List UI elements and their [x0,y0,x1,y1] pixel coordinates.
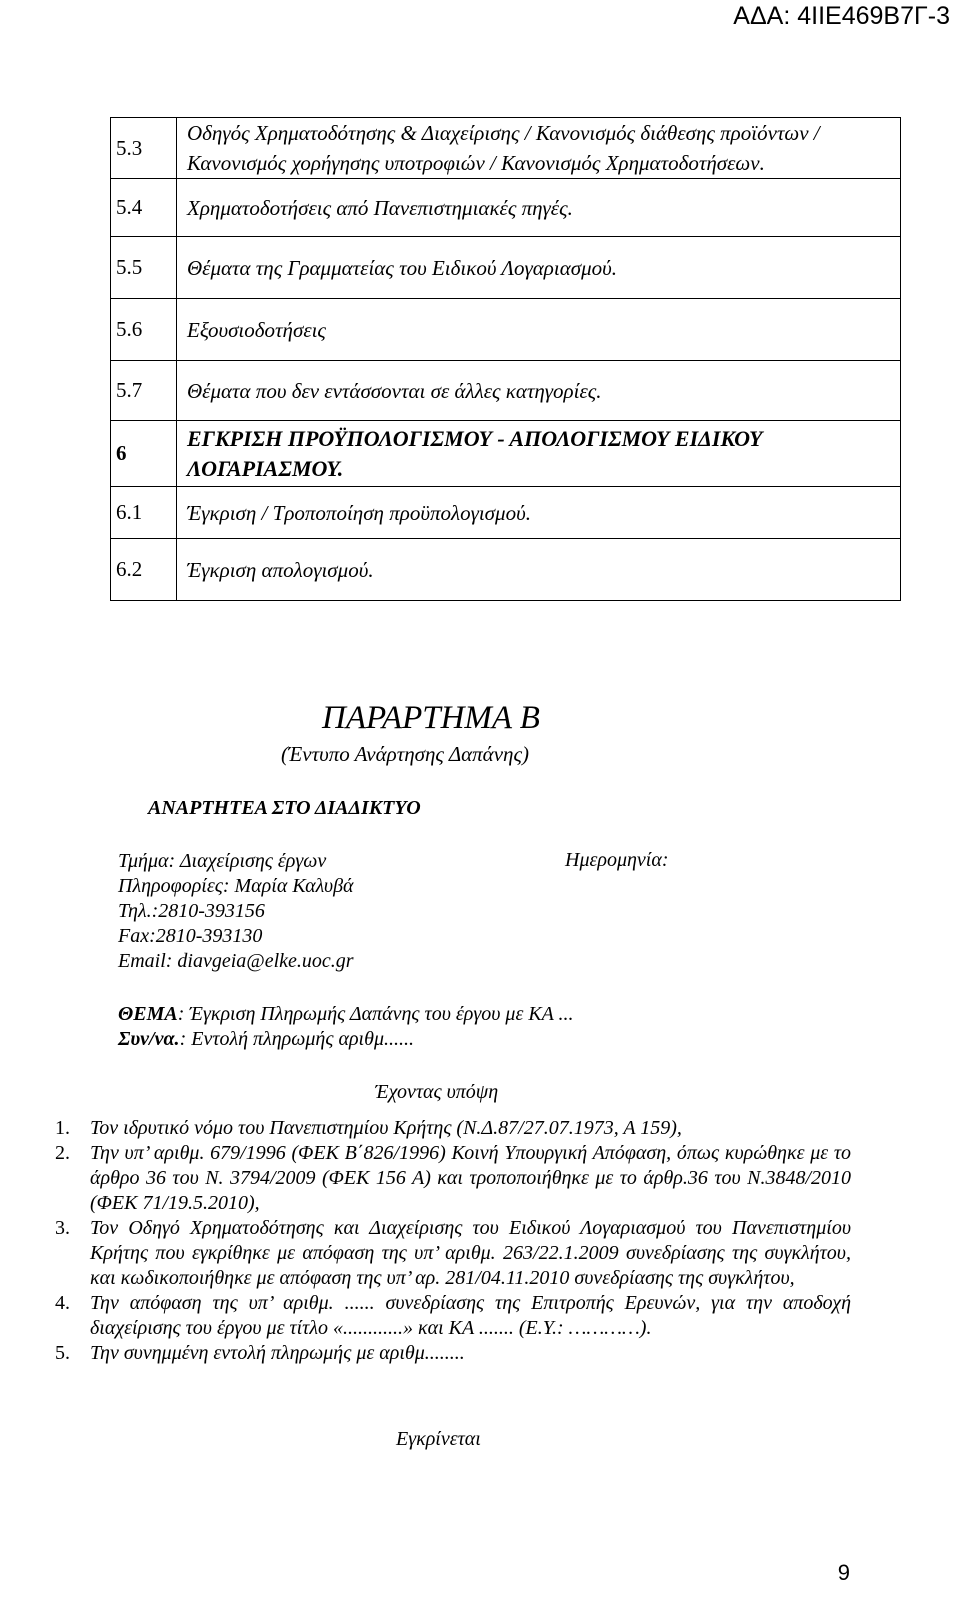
annex-subtitle: (Έντυπο Ανάρτησης Δαπάνης) [281,742,529,766]
table-row [111,118,901,179]
considerations-list [55,1116,851,1366]
list-item [55,1291,851,1341]
page-number: 9 [837,1560,850,1585]
row-number: 5.7 [111,361,177,421]
row-number: 6 [111,421,177,487]
table-row [111,487,901,539]
web-posting-note: ΑΝΑΡΤΗΤΕΑ ΣΤΟ ΔΙΑΔΙΚΤΥΟ [148,797,421,819]
table-row [111,299,901,361]
row-text: Θέματα που δεν εντάσσονται σε άλλες κατηγορίες. [177,361,901,421]
list-item [55,1141,851,1216]
table-row [111,361,901,421]
item-text: Τον Οδηγό Χρηματοδότησης και Διαχείρισης του Ειδικού Λογαριασμού του Πανεπιστημίου Κρήτης που εγκρίθηκε με απόφαση της υπ’ αριθμ. 263/22.1.2009 συνεδρίασης της συγκλήτου, και κωδικοποιήθηκε με απόφαση της υπ’ αρ. 281/04.11.2010 συνεδρίασης της συγκλήτου, [90,1217,851,1289]
reference-label: Συν/να. [118,1028,180,1050]
phone: Τηλ.:2810-393156 [118,900,265,922]
subject-block [118,1002,574,1052]
row-text: Έγκριση / Τροποποίηση προϋπολογισμού. [177,487,901,539]
considering-heading: Έχοντας υπόψη [375,1081,499,1103]
department: Τμήμα: Διαχείρισης έργων [118,850,327,872]
item-text: Την συνημμένη εντολή πληρωμής με αριθμ........ [90,1342,465,1364]
ada-header: ΑΔΑ: 4ΙΙΕ469Β7Γ-3 [733,2,950,30]
table-row [111,179,901,237]
item-number: 2. [55,1142,70,1164]
row-number: 6.2 [111,539,177,601]
list-item [55,1216,851,1291]
table-row [111,421,901,487]
item-number: 1. [55,1117,70,1139]
agenda-table [110,117,901,601]
row-number: 5.3 [111,118,177,179]
table-row [111,237,901,299]
row-number: 5.5 [111,237,177,299]
item-text: Την υπ’ αριθμ. 679/1996 (ΦΕΚ Β΄826/1996) Κοινή Υπουργική Απόφαση, όπως κυρώθηκε με το άρθρο 36 του Ν. 3794/2009 (ΦΕΚ 156 Α) και τροποποιήθηκε με το άρθρ.36 του Ν.3848/2010 (ΦΕΚ 71/19.5.2010), [90,1142,851,1214]
item-text: Τον ιδρυτικό νόμο του Πανεπιστημίου Κρήτης (Ν.Δ.87/27.07.1973, Α 159), [90,1117,682,1139]
list-item [55,1116,851,1141]
email: Email: diavgeia@elke.uoc.gr [118,950,354,972]
row-text: Θέματα της Γραμματείας του Ειδικού Λογαριασμού. [177,237,901,299]
row-number: 6.1 [111,487,177,539]
contact-info [118,849,354,974]
row-text: Έγκριση απολογισμού. [177,539,901,601]
item-number: 3. [55,1217,70,1239]
item-text: Την απόφαση της υπ’ αριθμ. ...... συνεδρίασης της Επιτροπής Ερευνών, για την αποδοχή διαχείρισης του έργου με τίτλο «............» και ΚΑ ....... (Ε.Υ.: …………). [90,1292,851,1339]
item-number: 4. [55,1292,70,1314]
approved-label: Εγκρίνεται [396,1428,481,1450]
reference-text: : Εντολή πληρωμής αριθμ...... [179,1028,414,1050]
row-number: 5.4 [111,179,177,237]
fax: Fax:2810-393130 [118,925,263,947]
subject-label: ΘΕΜΑ [118,1003,178,1025]
row-text: Οδηγός Χρηματοδότησης & Διαχείρισης / Κανονισμός διάθεσης προϊόντων / Κανονισμός χορήγησης υποτροφιών / Κανονισμός Χρηματοδοτήσεων. [177,118,901,179]
list-item [55,1341,851,1366]
table-row [111,539,901,601]
row-number: 5.6 [111,299,177,361]
subject-text: : Έγκριση Πληρωμής Δαπάνης του έργου με ΚΑ ... [177,1003,574,1025]
date-label: Ημερομηνία: [565,849,669,871]
contact-person: Πληροφορίες: Μαρία Καλυβά [118,875,354,897]
row-text: ΕΓΚΡΙΣΗ ΠΡΟΫΠΟΛΟΓΙΣΜΟΥ - ΑΠΟΛΟΓΙΣΜΟΥ ΕΙΔΙΚΟΥ ΛΟΓΑΡΙΑΣΜΟΥ. [177,421,901,487]
row-text: Χρηματοδοτήσεις από Πανεπιστημιακές πηγές. [177,179,901,237]
item-number: 5. [55,1342,70,1364]
row-text: Εξουσιοδοτήσεις [177,299,901,361]
annex-title: ΠΑΡΑΡΤΗΜΑ Β [322,700,540,736]
